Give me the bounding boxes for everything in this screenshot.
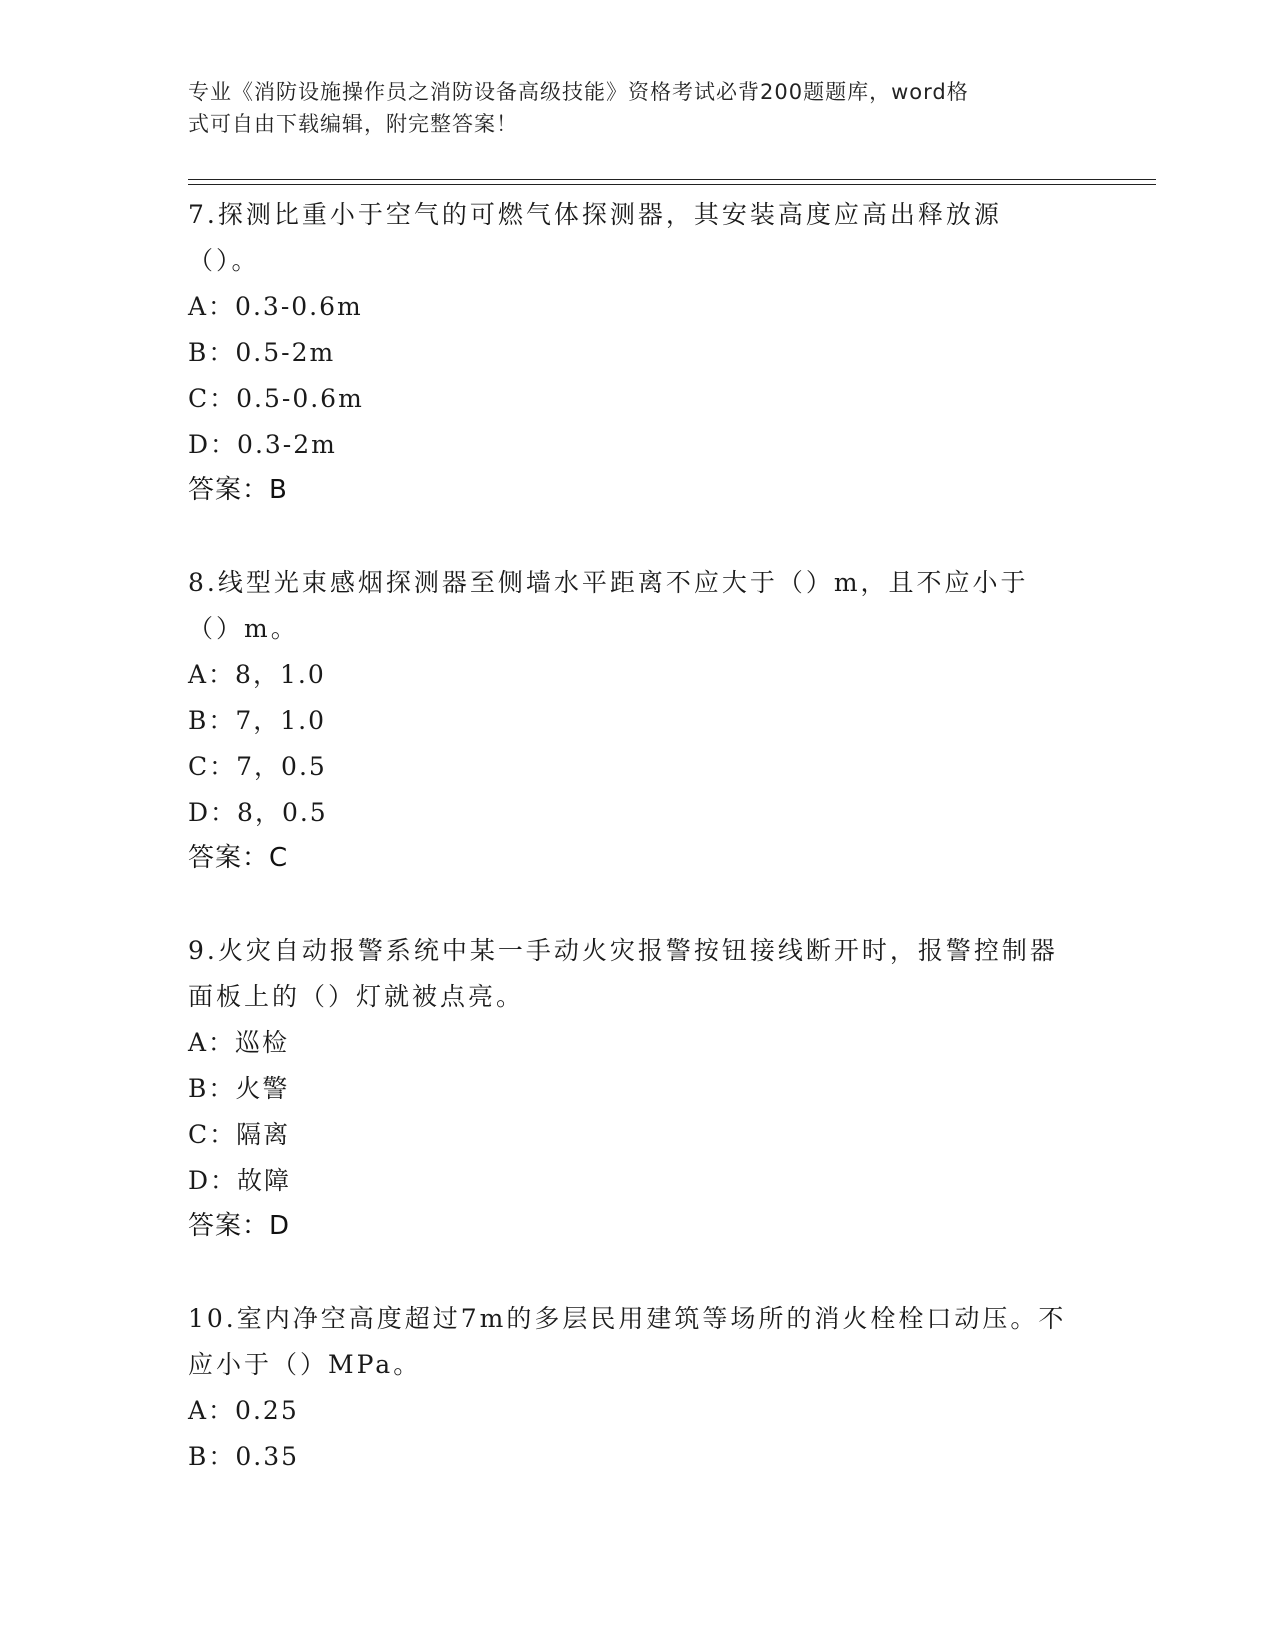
answer: 答案：D (188, 1211, 291, 1241)
option-d: D：0.3-2m (188, 430, 337, 459)
option-b: B：7，1.0 (188, 706, 327, 735)
question-text: 10.室内净空高度超过7m的多层民用建筑等场所的消火栓栓口动压。不应小于（）MPa。 (188, 1304, 1067, 1379)
answer: 答案：C (188, 843, 289, 873)
header-divider-bottom (188, 184, 1156, 185)
question-8 (188, 560, 1088, 880)
option-a: A：巡检 (188, 1028, 290, 1057)
question-text: 9.火灾自动报警系统中某一手动火灾报警按钮接线断开时，报警控制器面板上的（）灯就被点亮。 (188, 936, 1058, 1011)
option-a: A：0.25 (188, 1396, 299, 1425)
option-c: C：7，0.5 (188, 752, 327, 781)
answer: 答案：B (188, 475, 288, 505)
option-a: A：0.3-0.6m (188, 292, 363, 321)
option-c: C：隔离 (188, 1120, 291, 1149)
option-b: B：0.5-2m (188, 338, 336, 367)
option-b: B：火警 (188, 1074, 290, 1103)
question-text: 8.线型光束感烟探测器至侧墙水平距离不应大于（）m，且不应小于（）m。 (188, 568, 1029, 643)
header-divider-top (188, 179, 1156, 180)
header-line-1: 专业《消防设施操作员之消防设备高级技能》资格考试必背200题题库，word格 (188, 80, 969, 104)
header-line-2: 式可自由下载编辑，附完整答案！ (188, 112, 518, 136)
question-7 (188, 192, 1088, 512)
option-a: A：8，1.0 (188, 660, 326, 689)
option-b: B：0.35 (188, 1442, 300, 1471)
question-list (188, 192, 1088, 1528)
question-text: 7.探测比重小于空气的可燃气体探测器，其安装高度应高出释放源（）。 (188, 200, 1002, 275)
option-c: C：0.5-0.6m (188, 384, 364, 413)
document-header (188, 76, 1068, 140)
question-9 (188, 928, 1088, 1248)
question-10 (188, 1296, 1088, 1480)
option-d: D：故障 (188, 1166, 292, 1195)
option-d: D：8，0.5 (188, 798, 328, 827)
